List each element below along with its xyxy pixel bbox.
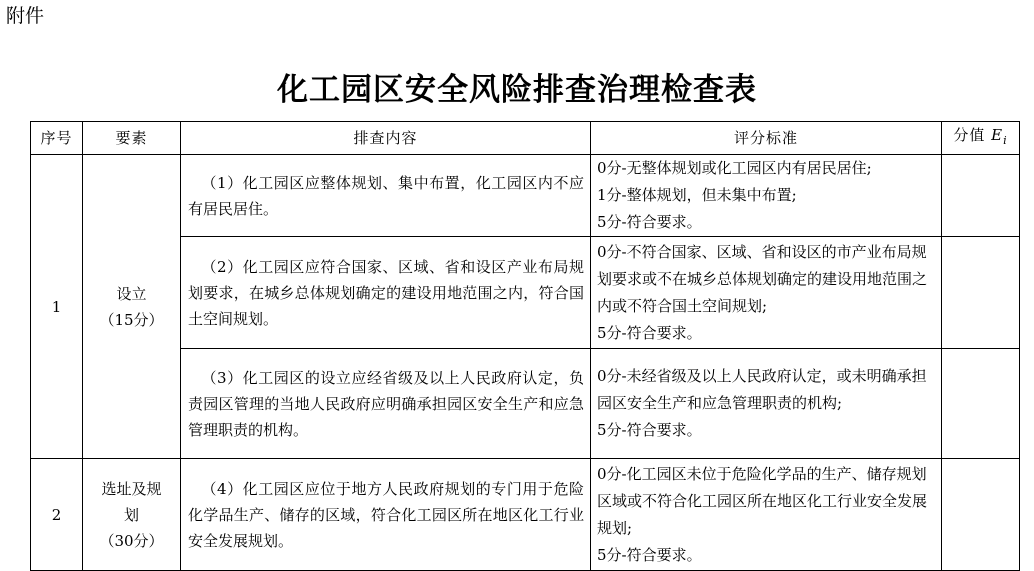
- header-criteria: 评分标准: [591, 122, 942, 155]
- criteria-cell: 0分-无整体规划或化工园区内有居民居住; 1分-整体规划，但未集中布置; 5分-符合要求。: [591, 155, 942, 237]
- header-seq: 序号: [31, 122, 83, 155]
- element-cell: 选址及规 划 （30分）: [83, 459, 181, 571]
- table-row: [31, 155, 1020, 237]
- header-element: 要素: [83, 122, 181, 155]
- element-cell: 设立 （15分）: [83, 155, 181, 459]
- seq-cell: 2: [31, 459, 83, 571]
- score-cell: [942, 349, 1020, 459]
- content-cell: （2）化工园区应符合国家、区域、省和设区产业布局规划要求，在城乡总体规划确定的建设用地范围之内，符合国土空间规划。: [181, 237, 591, 349]
- table-header-row: [31, 122, 1020, 155]
- content-cell: （1）化工园区应整体规划、集中布置，化工园区内不应有居民居住。: [181, 155, 591, 237]
- score-cell: [942, 459, 1020, 571]
- table-row: [31, 459, 1020, 571]
- seq-cell: 1: [31, 155, 83, 459]
- content-cell: （4）化工园区应位于地方人民政府规划的专门用于危险化学品生产、储存的区域，符合化工园区所在地区化工行业安全发展规划。: [181, 459, 591, 571]
- page-title: 化工园区安全风险排查治理检查表: [277, 72, 757, 108]
- score-cell: [942, 155, 1020, 237]
- inspection-table: [30, 121, 1020, 571]
- score-cell: [942, 237, 1020, 349]
- criteria-cell: 0分-化工园区未位于危险化学品的生产、储存规划区域或不符合化工园区所在地区化工行业安全发展规划; 5分-符合要求。: [591, 459, 942, 571]
- header-score: [942, 122, 1020, 155]
- header-content: 排查内容: [181, 122, 591, 155]
- header-score-var: $E_i$: [991, 126, 1008, 147]
- criteria-cell: 0分-未经省级及以上人民政府认定，或未明确承担园区安全生产和应急管理职责的机构; 5分-符合要求。: [591, 349, 942, 459]
- attachment-label: 附件: [6, 5, 45, 27]
- content-cell: （3）化工园区的设立应经省级及以上人民政府认定，负责园区管理的当地人民政府应明确承担园区安全生产和应急管理职责的机构。: [181, 349, 591, 459]
- criteria-cell: 0分-不符合国家、区域、省和设区的市产业布局规划要求或不在城乡总体规划确定的建设用地范围之内或不符合国土空间规划; 5分-符合要求。: [591, 237, 942, 349]
- header-score-prefix: 分值: [953, 126, 986, 144]
